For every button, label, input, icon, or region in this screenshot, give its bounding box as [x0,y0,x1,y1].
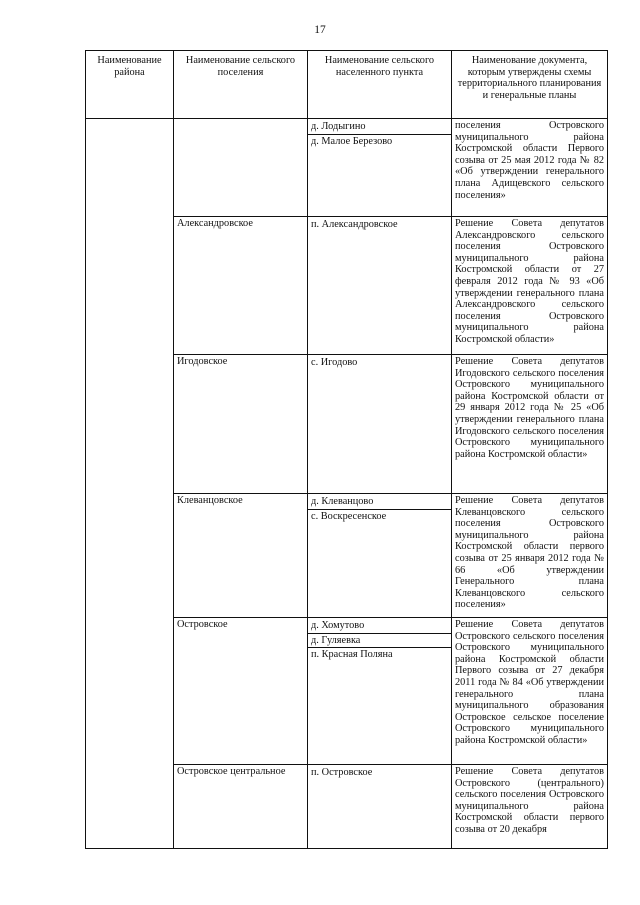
locality-cell [308,217,452,355]
settlements-table [85,50,608,849]
header-locality: Наименование сельского населенного пункта [308,51,452,119]
locality-item: д. Малое Березово [311,135,393,147]
header-settlement: Наименование сельского поселения [174,51,308,119]
header-document: Наименование документа, которым утверждены схемы территориального планирования и генеральные планы [452,51,608,119]
locality-cell [308,618,452,765]
locality-item: п. Красная Поляна [311,649,393,661]
table-header-row [86,51,608,119]
locality-item: д. Лодыгино [308,120,451,135]
locality-cell [308,355,452,494]
locality-cell [308,765,452,849]
locality-item: с. Игодово [311,357,358,368]
document-cell: Решение Совета депутатов Александровского сельского поселения Островского муниципального района Костромской области от 27 февраля 2012 года № 93 «Об утверждении генерального плана Александровского сельского поселения Островского муниципального района Костромской области» [452,217,608,355]
document-cell: поселения Островского муниципального района Костромской области Первого созыва от 25 мая 2012 года № 82 «Об утверждении генерального плана Адищевского сельского поселения» [452,119,608,217]
locality-item: п. Александровское [311,219,398,230]
locality-item: д. Клеванцово [308,495,451,510]
document-cell: Решение Совета депутатов Клеванцовского сельского поселения Островского муниципального района Костромской области первого созыва от 25 января 2012 года № 66 «Об утверждении Генерального плана Клеванцовского сельского поселения» [452,494,608,618]
document-cell: Решение Совета депутатов Островского сельского поселения Островского муниципального района Костромской области Первого созыва от 27 декабря 2011 года № 84 «Об утверждении генерального плана муниципального образования Островское сельское поселение Островского муниципального района Костромской области» [452,618,608,765]
district-cell [86,119,174,849]
locality-item: д. Хомутово [308,619,451,634]
document-cell: Решение Совета депутатов Игодовского сельского поселения Островского муниципального района Костромской области от 29 января 2012 года № 25 «Об утверждении генерального плана Игодовского сельского поселения Островского муниципального района Костромской области» [452,355,608,494]
settlement-cell: Островское центральное [174,765,308,849]
table-body [86,119,608,849]
locality-item: с. Воскресенское [311,510,387,522]
page-number: 17 [314,24,326,36]
settlement-cell: Островское [174,618,308,765]
header-district: Наименование района [86,51,174,119]
table-row [86,119,608,217]
settlement-cell: Игодовское [174,355,308,494]
locality-cell [308,494,452,618]
locality-cell [308,119,452,217]
settlement-cell: Александровское [174,217,308,355]
settlement-cell: Клеванцовское [174,494,308,618]
settlement-cell [174,119,308,217]
locality-item: п. Островское [311,767,373,778]
locality-item: д. Гуляевка [308,634,451,649]
document-cell: Решение Совета депутатов Островского (центрального) сельского поселения Островского муниципального района Костромской области первого созыва от 20 декабря [452,765,608,849]
